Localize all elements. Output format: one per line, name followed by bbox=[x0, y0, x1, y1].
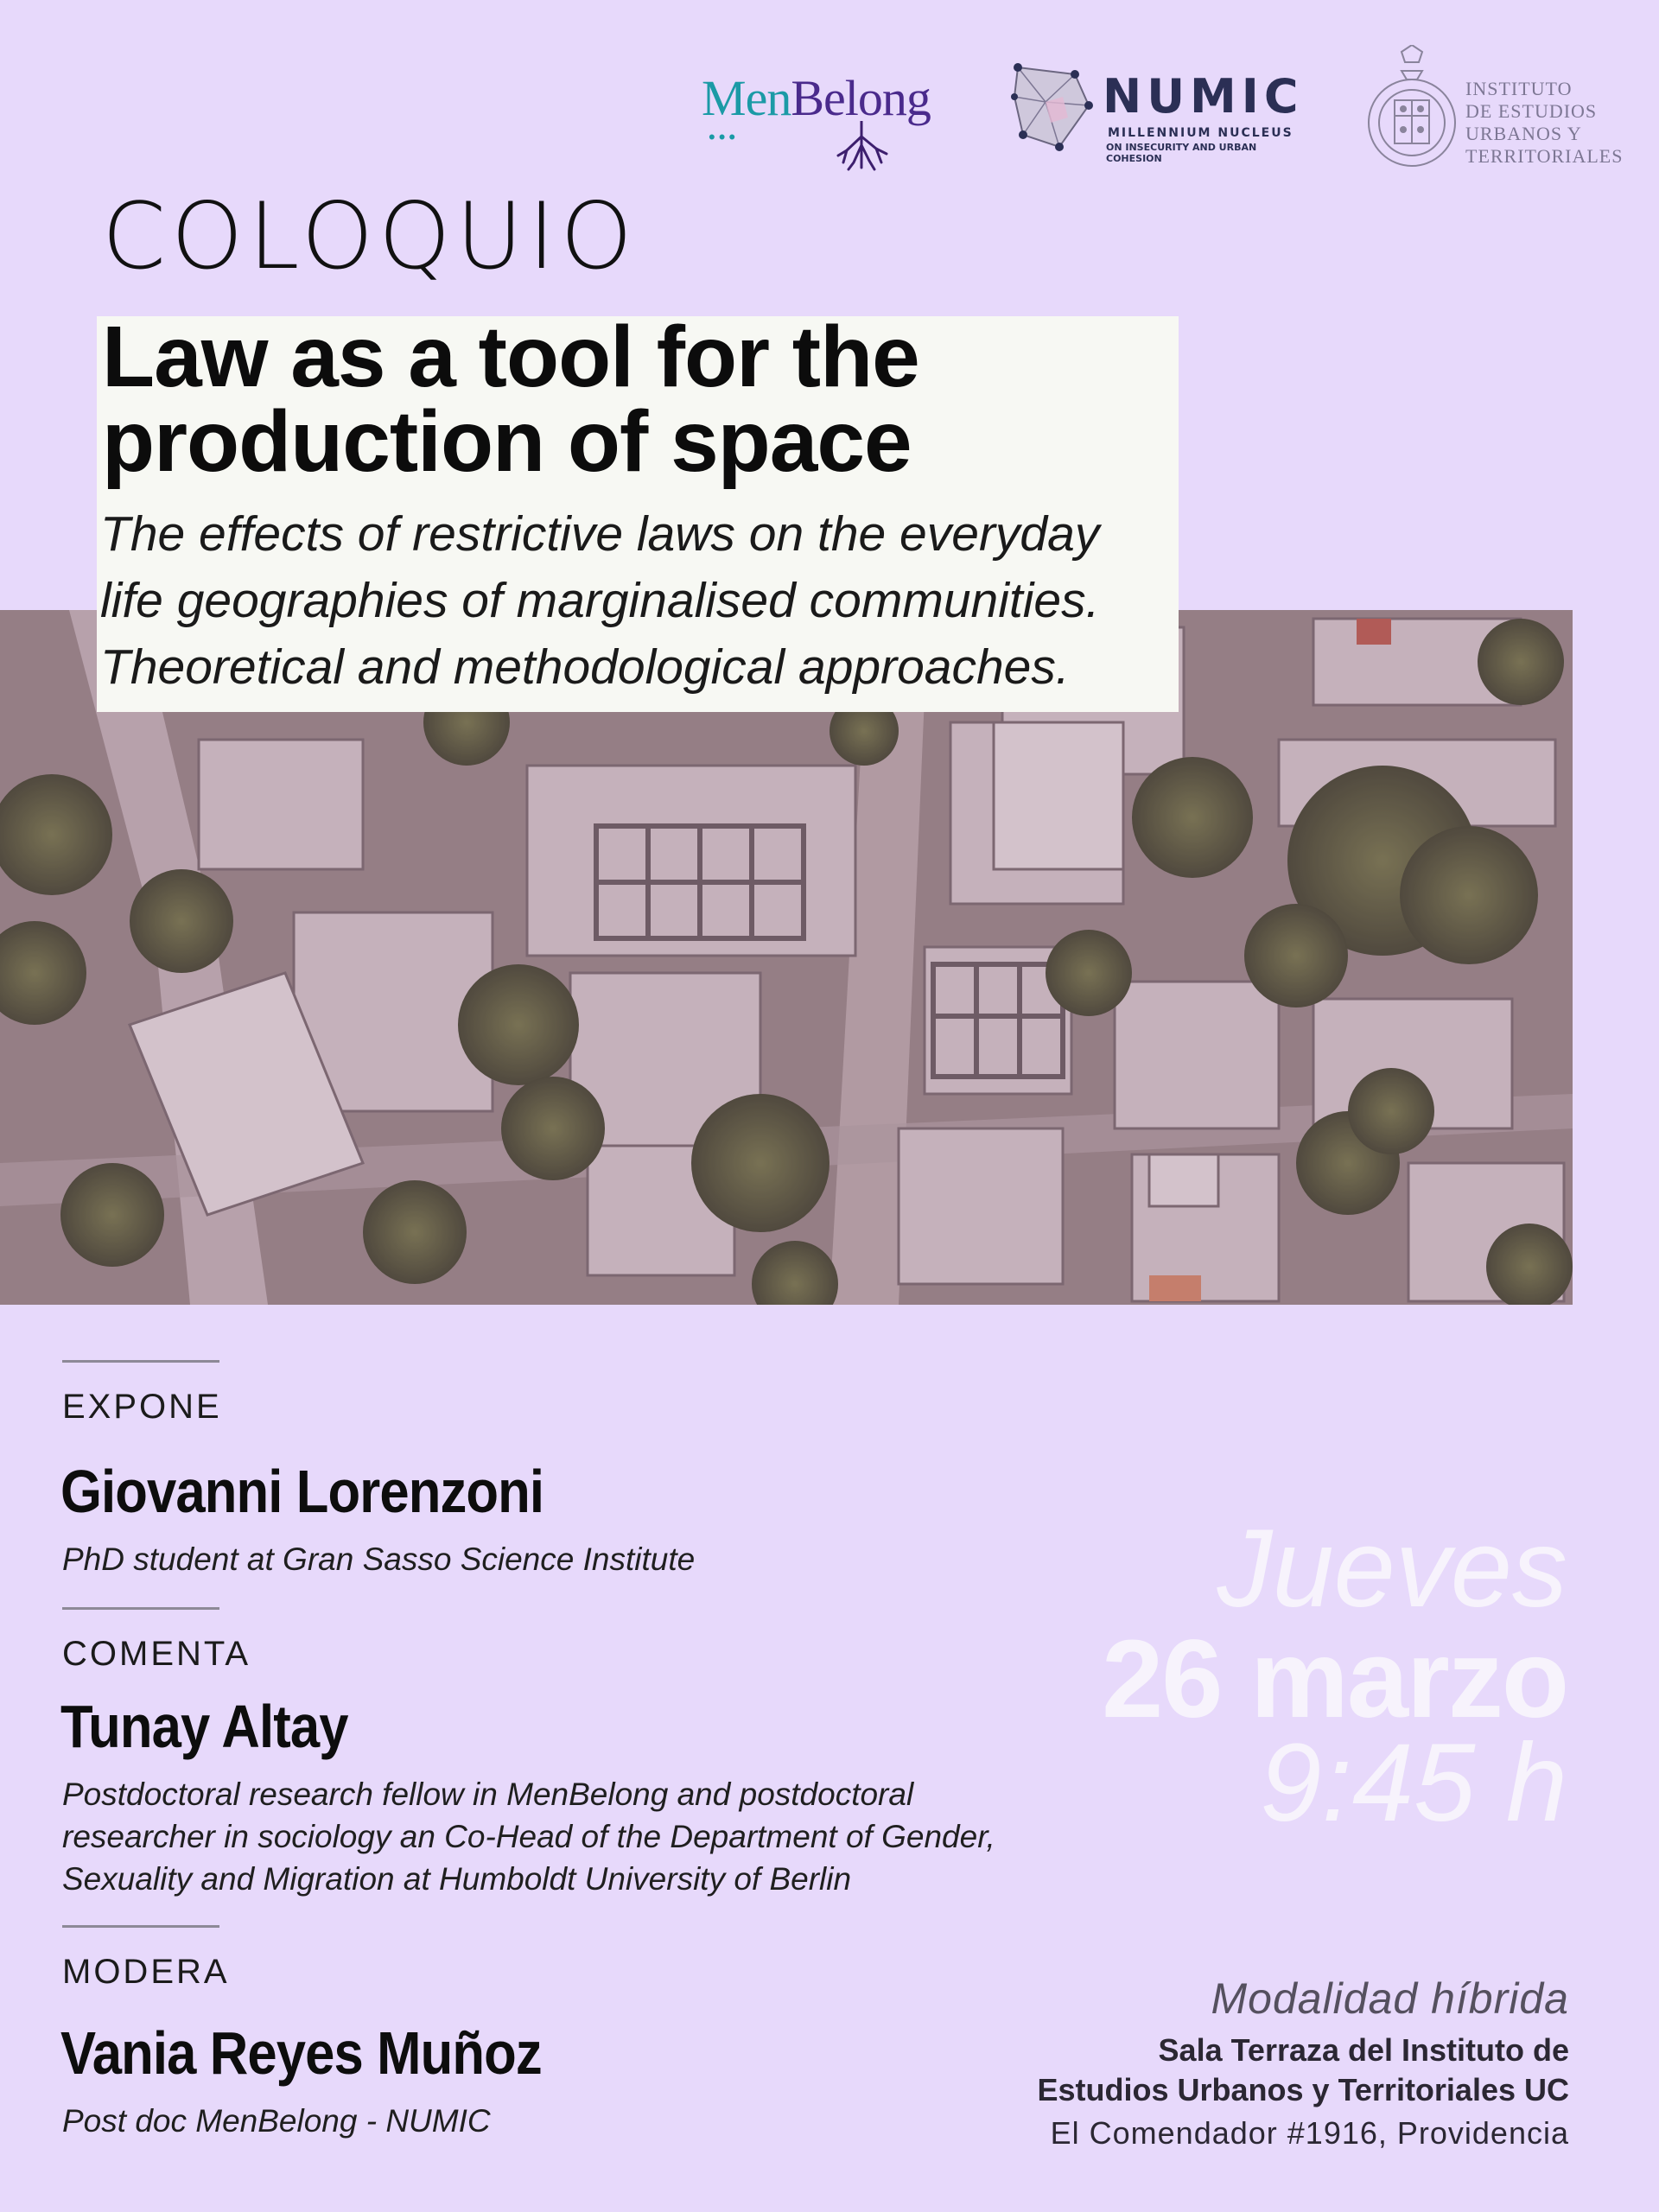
numic-logo bbox=[1011, 62, 1305, 164]
event-title-line: Law as a tool for the bbox=[102, 308, 919, 405]
commentator-name: Tunay Altay bbox=[60, 1693, 348, 1760]
moderator-role: MODERA bbox=[62, 1953, 230, 1991]
event-title-line: production of space bbox=[102, 393, 912, 490]
event-subtitle bbox=[100, 501, 1180, 701]
divider bbox=[62, 1925, 219, 1928]
speaker-affiliation bbox=[62, 1538, 695, 1580]
menbelong-logo bbox=[702, 69, 961, 164]
numic-subtitle-small: ON INSECURITY AND URBAN COHESION bbox=[1106, 142, 1257, 164]
event-date: 26 marzo bbox=[1102, 1618, 1567, 1741]
divider bbox=[62, 1607, 219, 1610]
moderator-name: Vania Reyes Muñoz bbox=[60, 2019, 542, 2087]
menbelong-logo-part1: Men bbox=[702, 70, 791, 126]
menbelong-logo-part2: Belong bbox=[791, 70, 931, 126]
event-subtitle-line: Theoretical and methodological approaches. bbox=[100, 639, 1070, 695]
commentator-affiliation-line: researcher in sociology an Co-Head of the Department of Gender, bbox=[62, 1819, 995, 1854]
commentator-affiliation-line: Sexuality and Migration at Humboldt University of Berlin bbox=[62, 1861, 852, 1897]
numic-subtitle: MILLENNIUM NUCLEUS bbox=[1108, 126, 1294, 140]
event-subtitle-line: life geographies of marginalised communities. bbox=[100, 573, 1100, 628]
venue-name-line: Sala Terraza del Instituto de bbox=[1158, 2032, 1569, 2068]
ieut-logo-line: DE ESTUDIOS bbox=[1465, 100, 1598, 122]
numic-map-icon bbox=[1011, 62, 1094, 152]
ieut-logo bbox=[1365, 45, 1624, 175]
menbelong-dots-icon: ••• bbox=[709, 126, 740, 148]
event-time: 9:45 h bbox=[1260, 1721, 1567, 1845]
speaker-name: Giovanni Lorenzoni bbox=[60, 1458, 544, 1525]
moderator-affiliation-line: Post doc MenBelong - NUMIC bbox=[62, 2103, 491, 2139]
ieut-logo-line: TERRITORIALES bbox=[1465, 145, 1624, 167]
numic-title: NUMIC bbox=[1103, 69, 1304, 124]
venue-name-line: Estudios Urbanos y Territoriales UC bbox=[1037, 2072, 1569, 2107]
commentator-affiliation-line: Postdoctoral research fellow in MenBelong and postdoctoral bbox=[62, 1777, 914, 1812]
commentator-affiliation bbox=[62, 1773, 995, 1900]
speaker-affiliation-line: PhD student at Gran Sasso Science Institute bbox=[62, 1541, 696, 1577]
event-modality: Modalidad híbrida bbox=[1211, 1974, 1569, 2023]
ieut-logo-line: INSTITUTO bbox=[1465, 78, 1573, 99]
event-subtitle-line: The effects of restrictive laws on the everyday bbox=[100, 506, 1100, 562]
university-seal-icon bbox=[1365, 45, 1459, 173]
ieut-logo-line: URBANOS Y bbox=[1465, 123, 1582, 144]
event-type-heading: COLOQUIO bbox=[102, 183, 638, 289]
commentator-role: COMENTA bbox=[62, 1635, 251, 1673]
event-day: Jueves bbox=[1217, 1507, 1567, 1630]
roots-icon bbox=[831, 121, 892, 173]
aerial-neighborhood-photo bbox=[0, 610, 1573, 1305]
moderator-affiliation bbox=[62, 2100, 491, 2142]
speaker-role: EXPONE bbox=[62, 1388, 222, 1426]
divider bbox=[62, 1360, 219, 1363]
event-title bbox=[102, 308, 1173, 490]
venue-address: El Comendador #1916, Providencia bbox=[1050, 2115, 1569, 2151]
